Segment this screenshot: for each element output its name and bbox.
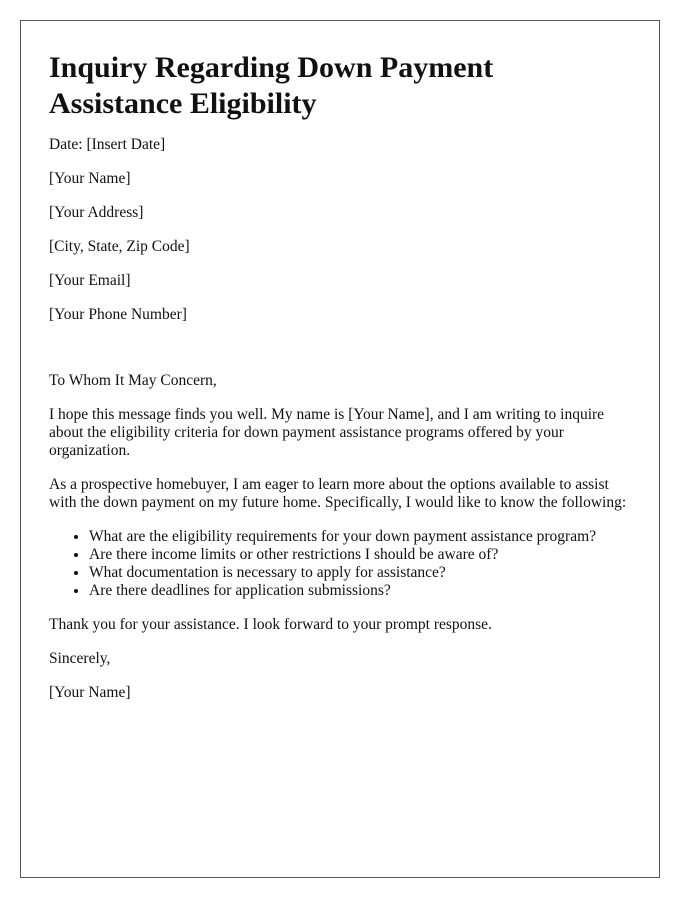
letter-page — [20, 20, 660, 878]
list-item: • What documentation is necessary to apply for assistance? — [89, 564, 631, 582]
letter-title: Inquiry Regarding Down Payment Assistance Eligibility — [49, 51, 494, 120]
closing-paragraph: Thank you for your assistance. I look forward to your prompt response. — [49, 616, 492, 633]
sender-city: [City, State, Zip Code] — [49, 238, 190, 255]
sender-email: [Your Email] — [49, 272, 131, 289]
sender-phone: [Your Phone Number] — [49, 306, 187, 323]
sender-address: [Your Address] — [49, 204, 144, 221]
list-item: • Are there income limits or other restrictions I should be aware of? — [89, 546, 631, 564]
spacer — [49, 340, 631, 372]
question-list — [49, 528, 631, 600]
paragraph-context: As a prospective homebuyer, I am eager to learn more about the options available to assist with the down payment on my future home. Specifically, I would like to know the following: — [49, 476, 627, 511]
salutation: To Whom It May Concern, — [49, 372, 217, 389]
sender-name: [Your Name] — [49, 170, 131, 187]
signoff: Sincerely, — [49, 650, 111, 667]
date-line: Date: [Insert Date] — [49, 136, 166, 153]
sender-info — [49, 136, 631, 324]
list-item: • What are the eligibility requirements for your down payment assistance program? — [89, 528, 631, 546]
paragraph-intro: I hope this message finds you well. My name is [Your Name], and I am writing to inquire about the eligibility criteria for down payment assistance programs offered by your organization. — [49, 406, 605, 459]
list-item: • Are there deadlines for application submissions? — [89, 582, 631, 600]
signature: [Your Name] — [49, 684, 131, 701]
